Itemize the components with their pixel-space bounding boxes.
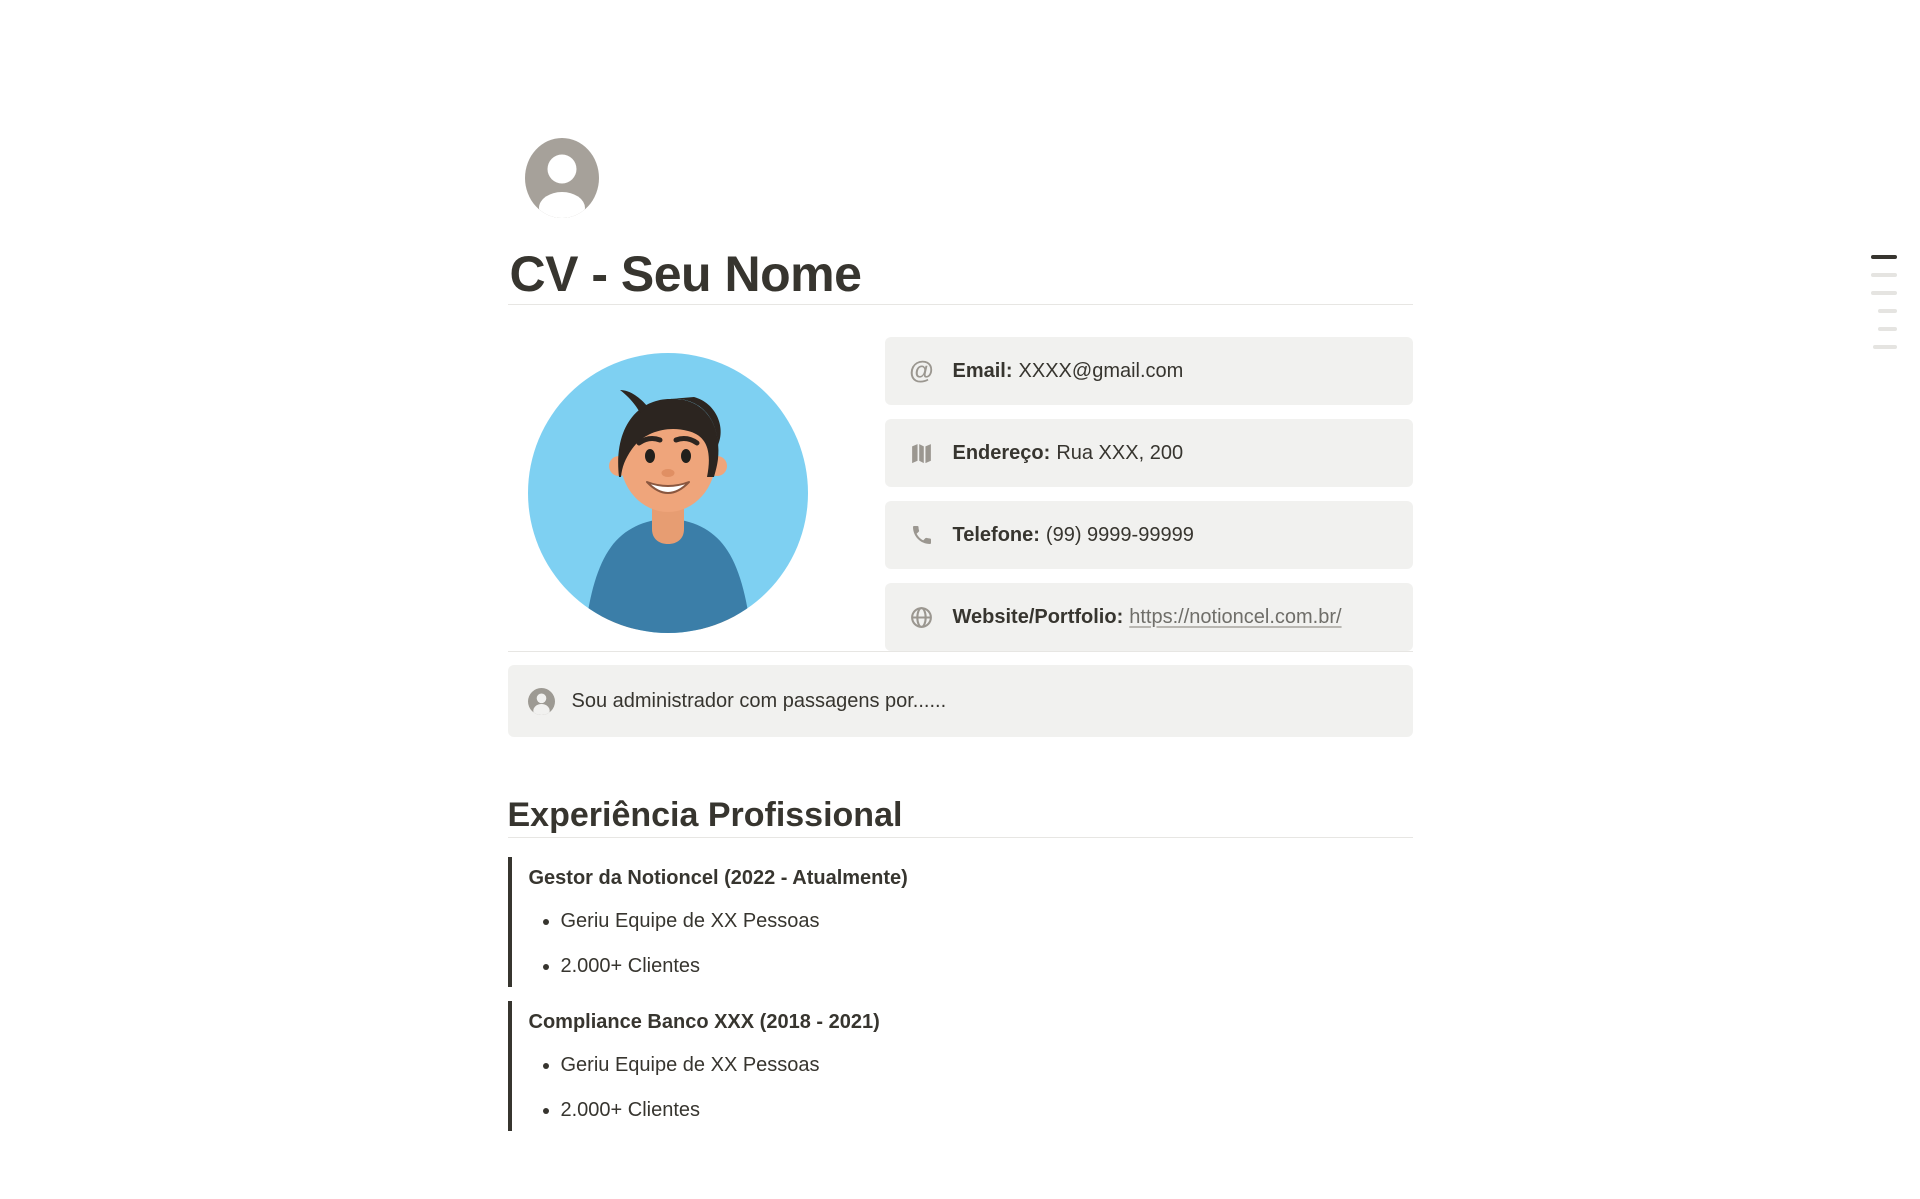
contact-row-website xyxy=(885,583,1413,651)
page-title: CV - Seu Nome xyxy=(509,246,862,302)
experience-bullet: • Geriu Equipe de XX Pessoas xyxy=(561,906,1413,936)
toc-line[interactable] xyxy=(1878,309,1897,313)
phone-icon xyxy=(909,522,935,548)
contact-row-address xyxy=(885,419,1413,487)
toc-line[interactable] xyxy=(1871,291,1897,295)
experience-bullet-list xyxy=(529,906,1413,981)
experience-block xyxy=(508,1001,1413,1131)
contact-value: XXXX@gmail.com xyxy=(1018,359,1184,382)
globe-icon xyxy=(909,604,935,630)
notion-page xyxy=(508,0,1413,1131)
contact-label: Telefone: xyxy=(952,523,1040,546)
profile-photo-column xyxy=(508,337,885,651)
portfolio-link[interactable]: https://notioncel.com.br/ xyxy=(1129,605,1342,628)
experience-heading: Experiência Profissional xyxy=(507,796,903,834)
summary-text: Sou administrador com passagens por...... xyxy=(571,689,947,712)
contact-info-column xyxy=(885,337,1413,651)
experience-block xyxy=(508,857,1413,987)
contact-label: Endereço: xyxy=(952,441,1051,464)
divider xyxy=(508,837,1413,838)
experience-bullet: • 2.000+ Clientes xyxy=(561,1095,1413,1125)
experience-title: Compliance Banco XXX (2018 - 2021) xyxy=(528,1011,880,1034)
profile-section xyxy=(508,337,1413,651)
experience-bullet: • 2.000+ Clientes xyxy=(561,951,1413,981)
at-icon: @ xyxy=(909,356,934,385)
contact-value: (99) 9999-99999 xyxy=(1045,523,1194,546)
person-icon[interactable] xyxy=(524,138,600,218)
summary-callout xyxy=(508,665,1413,737)
profile-photo xyxy=(528,353,808,633)
contact-label: Website/Portfolio: xyxy=(952,605,1124,628)
toc-line[interactable] xyxy=(1871,255,1897,259)
toc-line[interactable] xyxy=(1873,345,1897,349)
experience-title: Gestor da Notioncel (2022 - Atualmente) xyxy=(528,867,908,890)
contact-value: Rua XXX, 200 xyxy=(1056,441,1184,464)
contact-row-email xyxy=(885,337,1413,405)
toc-line[interactable] xyxy=(1878,327,1897,331)
toc-line[interactable] xyxy=(1871,273,1897,277)
divider xyxy=(508,651,1413,652)
contact-label: Email: xyxy=(952,359,1013,382)
experience-bullet-list xyxy=(529,1050,1413,1125)
contact-row-phone xyxy=(885,501,1413,569)
person-circle-icon xyxy=(528,688,555,715)
experience-bullet: • Geriu Equipe de XX Pessoas xyxy=(561,1050,1413,1080)
divider xyxy=(508,304,1413,305)
map-icon xyxy=(909,440,935,466)
table-of-contents-indicator xyxy=(1871,255,1897,363)
